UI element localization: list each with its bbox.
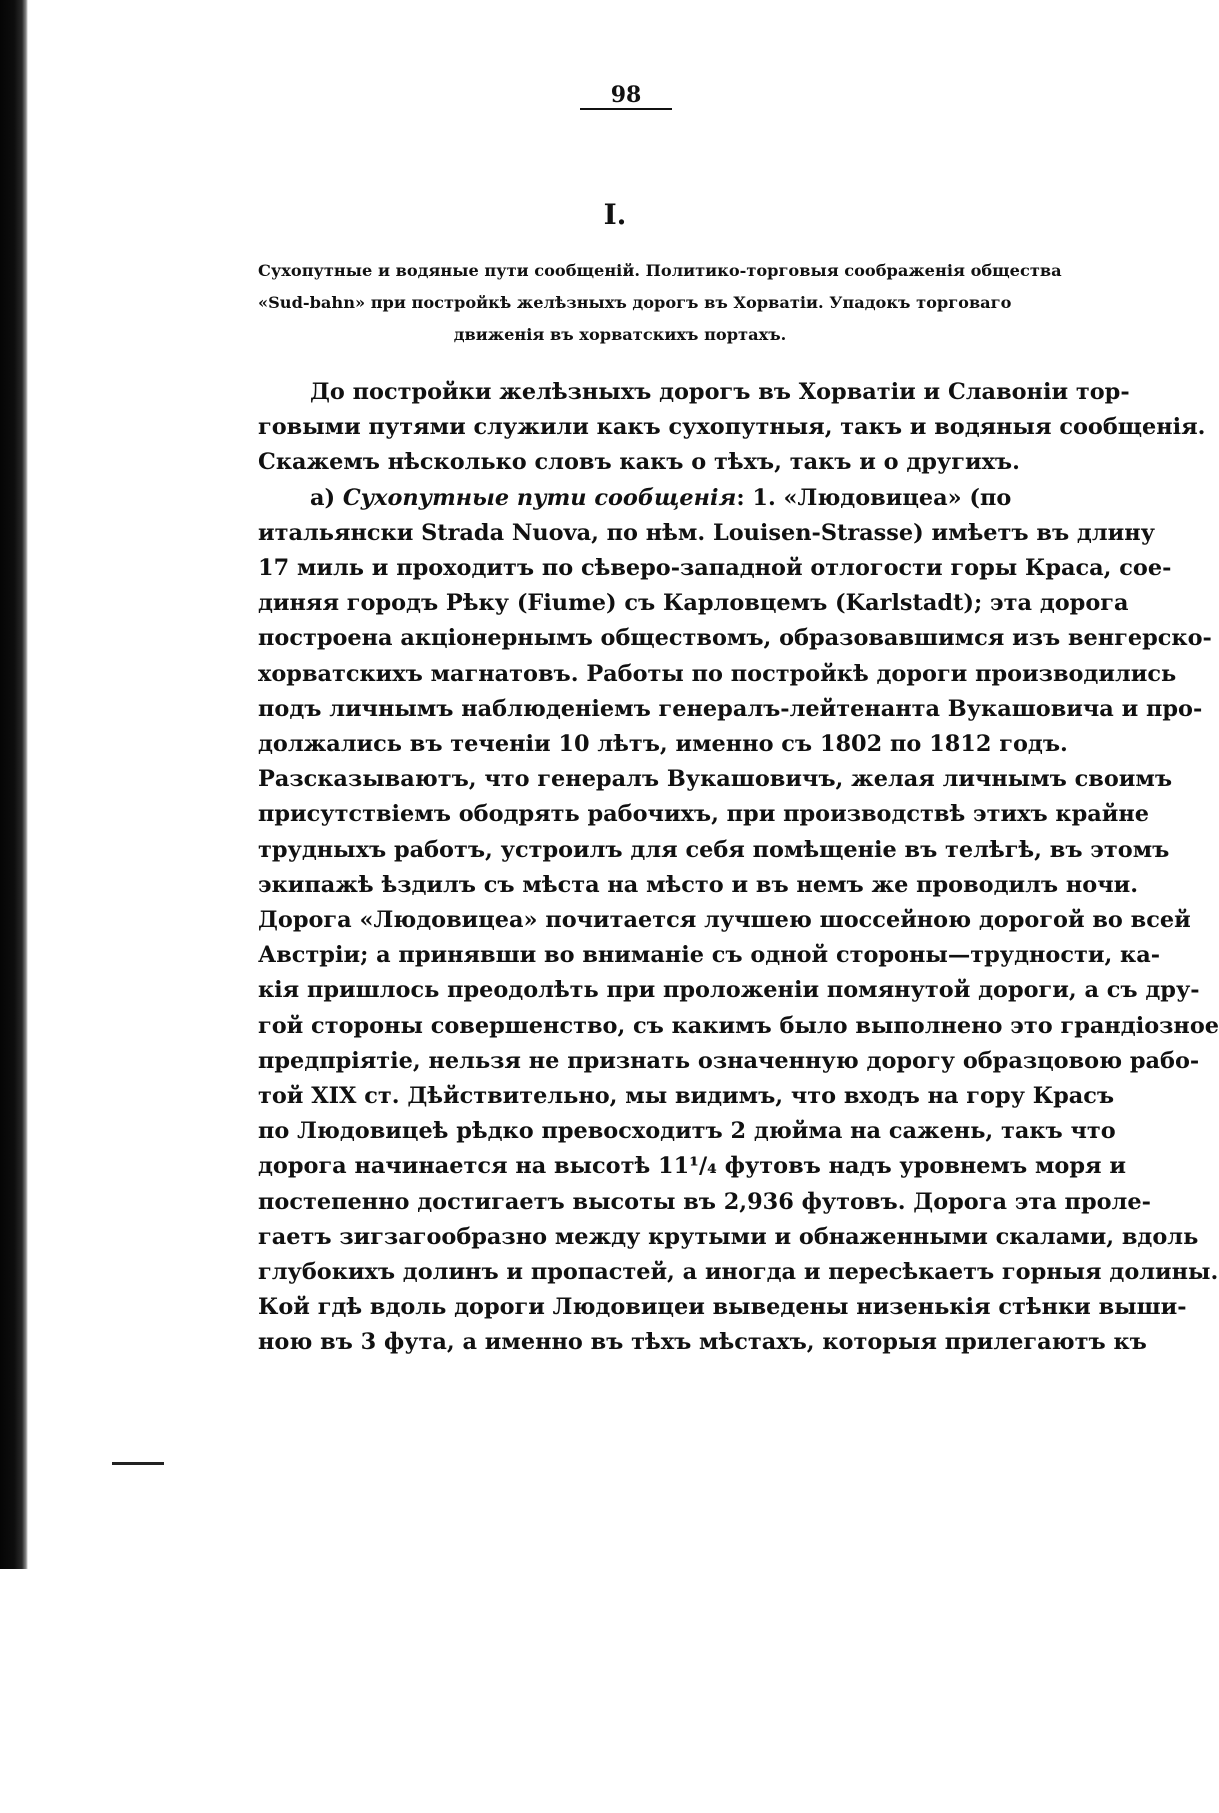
book-spine-shadow: [0, 0, 28, 1569]
paragraph-line: постепенно достигаетъ высоты въ 2,936 футовъ. Дорога эта проле-: [258, 1188, 1151, 1215]
paragraph-line: Разсказываютъ, что генералъ Вукашовичъ, желая личнымъ своимъ: [258, 766, 1172, 793]
paragraph-line: построена акціонернымъ обществомъ, образовавшимся изъ венгерско-: [258, 625, 1212, 652]
paragraph-line: хорватскихъ магнатовъ. Работы по постройкѣ дороги производились: [258, 660, 1177, 687]
paragraph-line: Кой гдѣ вдоль дороги Людовицеи выведены низенькія стѣнки выши-: [258, 1294, 1187, 1321]
paragraph-line: экипажѣ ѣздилъ съ мѣста на мѣсто и въ немъ же проводилъ ночи.: [258, 871, 1139, 898]
paragraph-line: кія пришлось преодолѣть при проложеніи помянутой дороги, а съ дру-: [258, 977, 1200, 1004]
paragraph-line: итальянски Strada Nuova, по нѣм. Louisen-Strasse) имѣетъ въ длину: [258, 519, 1155, 546]
paragraph-line: диняя городъ Рѣку (Fiume) съ Карловцемъ (Karlstadt); эта дорога: [258, 590, 1129, 617]
paragraph-line: должались въ теченіи 10 лѣтъ, именно съ 1802 по 1812 годъ.: [258, 731, 1068, 758]
paragraph-line: Австріи; а принявши во вниманіе съ одной стороны—трудности, ка-: [258, 942, 1160, 969]
paragraph-line: 17 миль и проходитъ по сѣверо-западной отлогости горы Краса, сое-: [258, 555, 1172, 582]
paragraph-line: присутствіемъ ободрять рабочихъ, при производствѣ этихъ крайне: [258, 801, 1150, 828]
body-text: [258, 375, 1219, 1361]
paragraph-line: До постройки желѣзныхъ дорогъ въ Хорватіи и Славоніи тор-: [310, 379, 1130, 405]
paragraph-line: предпріятіе, нельзя не признать означенную дорогу образцовою рабо-: [258, 1047, 1200, 1074]
paragraph-line: трудныхъ работъ, устроилъ для себя помѣщеніе въ телѣгѣ, въ этомъ: [258, 836, 1170, 863]
paragraph-line: [258, 481, 1012, 516]
paragraph-line: ною въ 3 фута, а именно въ тѣхъ мѣстахъ, которыя прилегаютъ къ: [258, 1329, 1147, 1356]
margin-mark: [112, 1462, 164, 1465]
paragraph-line-rest: : 1. «Людовицеа» (по: [736, 484, 1012, 511]
paragraph-line: говыми путями служили какъ сухопутныя, такъ и водяныя сообщенія.: [258, 414, 1206, 441]
section-numeral: I.: [603, 198, 627, 231]
paragraph-line: гой стороны совершенство, съ какимъ было выполнено это грандіозное: [258, 1012, 1219, 1039]
summary-line: «Sud-bahn» при постройкѣ желѣзныхъ дорогъ въ Хорватіи. Упадокъ торговаго: [258, 293, 1012, 312]
list-label: а): [310, 484, 336, 511]
paragraph-line: Скажемъ нѣсколько словъ какъ о тѣхъ, такъ и о другихъ.: [258, 449, 1020, 476]
paragraph-line: по Людовицеѣ рѣдко превосходитъ 2 дюйма на сажень, такъ что: [258, 1118, 1116, 1145]
paragraph-line: гаетъ зигзагообразно между крутыми и обнаженными скалами, вдоль: [258, 1223, 1199, 1250]
summary-line: движенія въ хорватскихъ портахъ.: [453, 325, 787, 344]
paragraph-line: Дорога «Людовицеа» почитается лучшею шоссейною дорогой во всей: [258, 907, 1191, 934]
paragraph-line: глубокихъ долинъ и пропастей, а иногда и пересѣкаетъ горныя долины.: [258, 1259, 1219, 1286]
italic-heading: Сухопутные пути сообщенія: [342, 484, 737, 511]
paragraph-line: подъ личнымъ наблюденіемъ генералъ-лейтенанта Вукашовича и про-: [258, 695, 1203, 722]
paragraph-line: той XIX ст. Дѣйствительно, мы видимъ, что входъ на гору Красъ: [258, 1083, 1115, 1110]
page-number: 98: [610, 82, 642, 108]
paragraph-line: дорога начинается на высотѣ 11¹/₄ футовъ надъ уровнемъ моря и: [258, 1153, 1126, 1180]
section-summary: [258, 255, 1062, 351]
summary-line: Сухопутные и водяные пути сообщеній. Политико-торговыя соображенія общества: [258, 261, 1062, 280]
page-number-rule: [580, 108, 672, 110]
